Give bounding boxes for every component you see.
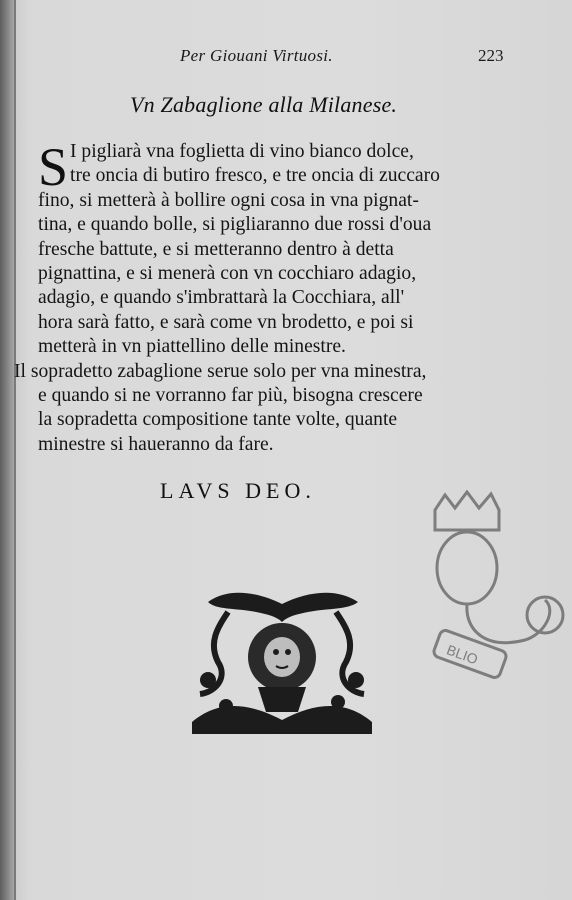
library-stamp-icon <box>395 490 570 720</box>
drop-cap: S <box>38 137 69 197</box>
page-fold <box>14 0 16 900</box>
body-line: e quando si ne vorranno far più, bisogna crescere <box>38 385 423 407</box>
stamp-label: BLIO <box>444 641 481 668</box>
body-line: hora sarà fatto, e sarà come vn brodetto, e poi si <box>38 311 414 333</box>
recipe-title: Vn Zabaglione alla Milanese. <box>130 92 398 117</box>
recipe-body <box>14 137 538 457</box>
body-line: tina, e quando bolle, si pigliaranno due rossi d'oua <box>38 214 432 236</box>
body-line: Il sopradetto zabaglione serue solo per vna minestra, <box>14 360 427 382</box>
body-line: fresche battute, e si metteranno dentro à detta <box>38 238 394 260</box>
body-line: tre oncia di butiro fresco, e tre oncia di zuccaro <box>70 165 440 187</box>
body-line: fino, si metterà à bollire ogni cosa in vna pignat- <box>38 189 419 211</box>
page-number: 223 <box>478 46 504 65</box>
page-gutter <box>0 0 14 900</box>
closing-laus-deo: LAVS DEO. <box>160 478 316 503</box>
body-line: pignattina, e si menerà con vn cocchiaro adagio, <box>38 263 417 285</box>
woodcut-ornament-icon <box>188 582 376 734</box>
body-line: la sopradetta compositione tante volte, quante <box>38 409 398 431</box>
body-line: minestre si haueranno da fare. <box>38 433 274 455</box>
running-head: Per Giouani Virtuosi. <box>180 46 333 65</box>
body-line: I pigliarà vna foglietta di vino bianco dolce, <box>70 141 414 162</box>
body-line: metterà in vn piattellino delle minestre. <box>38 336 346 358</box>
body-line: adagio, e quando s'imbrattarà la Cocchiara, all' <box>38 287 405 309</box>
